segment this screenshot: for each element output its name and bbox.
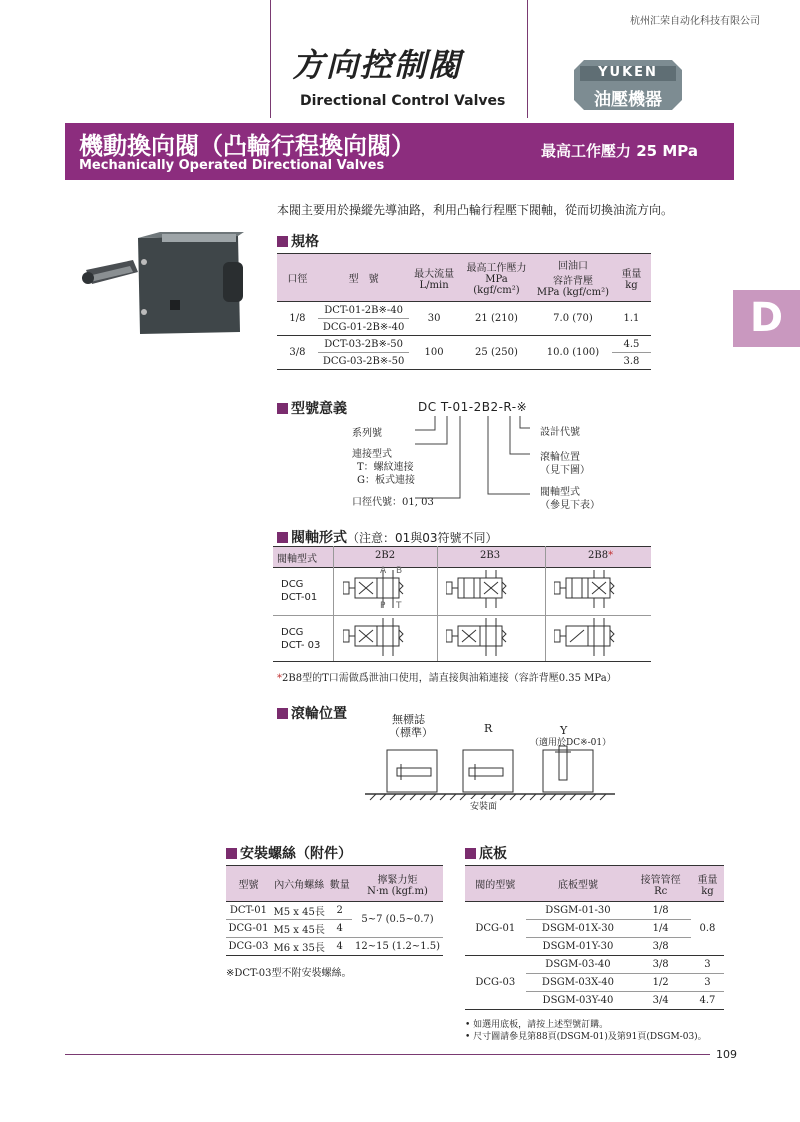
screws-cell: 5~7 (0.5~0.7)	[352, 902, 443, 938]
base-h-valve: 閥的型號	[465, 866, 526, 902]
spec-h-size: 口徑	[277, 254, 318, 302]
spec-cell: 1.1	[612, 302, 651, 336]
spool-col-2b8: 2B8*	[588, 550, 614, 561]
valve-photo	[78, 232, 248, 337]
model-heading: 型號意義	[277, 398, 347, 418]
base-note-1: • 如選用底板，請按上述型號訂購。	[465, 1020, 609, 1030]
banner-title: 機動換向閥（凸輪行程換向閥）	[79, 132, 415, 160]
spec-h-flow: 最大流量 L/min	[409, 254, 459, 302]
base-h-plate: 底板型號	[526, 866, 631, 902]
screws-note: ※DCT-03型不附安裝螺絲。	[226, 968, 352, 979]
roller-surface-label: 安裝面	[468, 799, 499, 812]
spool-row2-label: DCG DCT- 03	[281, 627, 321, 651]
base-cell: DSGM-03-40	[526, 956, 631, 974]
spec-heading: 規格	[277, 231, 319, 251]
intro-text: 本閥主要用於操縱先導油路，利用凸輪行程壓下閥軸，從而切換油流方向。	[277, 203, 674, 217]
title-banner	[65, 123, 734, 180]
roller-std-label: 無標誌	[392, 713, 425, 726]
base-cell: DSGM-03Y-40	[526, 992, 631, 1010]
base-note-2: • 尺寸圖請參見第88頁(DSGM-01)及第91頁(DSGM-03)。	[465, 1032, 707, 1042]
screws-cell: 4	[327, 938, 352, 956]
port-label-t: T	[396, 601, 402, 611]
base-cell: DSGM-01Y-30	[526, 938, 631, 956]
spec-h-weight: 重量 kg	[612, 254, 651, 302]
brand-name: 油壓機器	[594, 90, 662, 110]
model-roller-note: （見下圖）	[540, 465, 590, 476]
spec-cell: 1/8	[277, 302, 318, 336]
roller-heading: 滾輪位置	[277, 703, 347, 723]
spec-cell: 21 (210)	[459, 302, 534, 336]
base-cell: DCG-01	[465, 902, 526, 956]
page-number: 109	[716, 1048, 737, 1061]
base-cell: DSGM-01-30	[526, 902, 631, 920]
model-conn: 連接型式	[352, 449, 392, 460]
spec-cell: 7.0 (70)	[534, 302, 612, 336]
port-label-p: P	[380, 601, 386, 611]
spec-cell: DCT-03-2B※-50	[318, 336, 410, 353]
spec-cell: 30	[409, 302, 459, 336]
spec-cell: 25 (250)	[459, 336, 534, 370]
spool-col-2b3: 2B3	[480, 550, 501, 561]
base-cell: DSGM-01X-30	[526, 920, 631, 938]
base-h-rc: 接管管徑 Rc	[630, 866, 691, 902]
spec-cell: DCG-03-2B※-50	[318, 353, 410, 370]
model-design: 設計代號	[540, 427, 580, 438]
yuken-logo	[574, 60, 682, 110]
screws-cell: DCG-01	[226, 920, 271, 938]
base-cell: 3/8	[630, 938, 691, 956]
model-code: DC T-01-2B2-R-※	[418, 400, 528, 414]
spool-row1-label: DCG DCT-01	[281, 579, 318, 603]
page-title: 方向控制閥	[292, 46, 463, 84]
model-series: 系列號	[352, 428, 382, 439]
spool-col-type: 閥軸型式	[277, 554, 317, 565]
spec-cell: 3.8	[612, 353, 651, 370]
base-heading: 底板	[465, 843, 507, 863]
footer-rule	[65, 1054, 710, 1055]
spec-cell: DCG-01-2B※-40	[318, 319, 410, 336]
model-spool: 閥軸型式	[540, 487, 580, 498]
screws-h-torque: 擰緊力矩 N·m (kgf.m)	[352, 866, 443, 902]
base-h-weight: 重量 kg	[691, 866, 724, 902]
screws-cell: M5 x 45長	[271, 920, 328, 938]
base-cell: 4.7	[691, 992, 724, 1010]
spool-symbol-2b8-01	[554, 568, 636, 614]
spec-table	[277, 253, 651, 370]
base-cell: DSGM-03X-40	[526, 974, 631, 992]
spec-cell: DCT-01-2B※-40	[318, 302, 410, 319]
max-pressure: 最高工作壓力 25 MPa	[541, 142, 698, 160]
base-cell: 3	[691, 974, 724, 992]
base-cell: DCG-03	[465, 956, 526, 1010]
port-label-b: B	[396, 566, 403, 576]
screws-cell: 4	[327, 920, 352, 938]
roller-y-label: Y	[560, 724, 568, 737]
screws-h-model: 型號	[226, 866, 271, 902]
base-cell: 0.8	[691, 902, 724, 956]
spool-heading: 閥軸形式（注意：01與03符號不同）	[277, 527, 498, 547]
base-cell: 3/4	[630, 992, 691, 1010]
roller-r-label: R	[484, 722, 493, 735]
company-name: 杭州汇荣自动化科技有限公司	[630, 16, 760, 27]
spec-cell: 100	[409, 336, 459, 370]
screws-h-screw: 內六角螺絲	[271, 866, 328, 902]
header-line-right	[527, 0, 528, 118]
screws-heading: 安裝螺絲（附件）	[226, 843, 352, 863]
spec-h-pressure: 最高工作壓力 MPa (kgf/cm²)	[459, 254, 534, 302]
base-cell: 1/8	[630, 902, 691, 920]
header-line-left	[270, 0, 271, 118]
roller-std-note: （標準）	[389, 726, 433, 739]
screws-cell: 12~15 (1.2~1.5)	[352, 938, 443, 956]
spool-symbol-2b3-03	[446, 616, 528, 662]
spool-footnote: *2B8型的T口需做爲泄油口使用，請直接與油箱連接（容許背壓0.35 MPa）	[277, 673, 617, 684]
banner-subtitle: Mechanically Operated Directional Valves	[79, 158, 385, 173]
page-subtitle: Directional Control Valves	[300, 93, 506, 109]
base-table	[465, 865, 724, 1010]
model-conn-g: G：板式連接	[357, 475, 415, 486]
base-cell: 1/4	[630, 920, 691, 938]
screws-cell: M6 x 35長	[271, 938, 328, 956]
spool-symbol-2b3-01	[446, 568, 528, 614]
brand-logo-text: YUKEN	[598, 65, 658, 80]
screws-cell: M5 x 45長	[271, 902, 328, 920]
screws-cell: DCT-01	[226, 902, 271, 920]
spool-symbol-2b2-03	[343, 616, 425, 662]
screws-cell: 2	[327, 902, 352, 920]
spec-cell: 10.0 (100)	[534, 336, 612, 370]
model-conn-t: T：螺紋連接	[357, 462, 414, 473]
spec-h-model: 型 號	[318, 254, 410, 302]
spool-col-2b2: 2B2	[375, 550, 396, 561]
port-label-a: A	[380, 566, 387, 576]
roller-y-note: （適用於DC※-01）	[530, 738, 612, 748]
base-cell: 3/8	[630, 956, 691, 974]
screws-cell: DCG-03	[226, 938, 271, 956]
base-cell: 3	[691, 956, 724, 974]
screws-table	[226, 865, 443, 956]
spec-cell: 4.5	[612, 336, 651, 353]
model-size: 口徑代號：01, 03	[352, 497, 434, 508]
screws-h-qty: 數量	[327, 866, 352, 902]
spec-cell: 3/8	[277, 336, 318, 370]
model-spool-note: （參見下表）	[540, 500, 600, 511]
base-cell: 1/2	[630, 974, 691, 992]
section-tab-d: D	[733, 290, 800, 347]
spec-h-back: 回油口 容許背壓 MPa (kgf/cm²)	[534, 254, 612, 302]
model-roller: 滾輪位置	[540, 452, 580, 463]
spool-symbol-2b8-03	[554, 616, 636, 662]
